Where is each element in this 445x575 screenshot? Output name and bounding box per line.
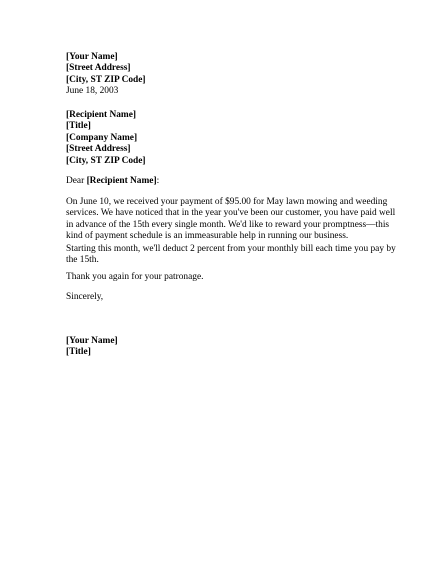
paragraph-line: kind of payment schedule is an immeasurable help in running our business. (66, 231, 349, 242)
signature-block (66, 336, 396, 359)
closing-text: Sincerely, (66, 292, 104, 302)
recipient-address-block (66, 110, 396, 167)
salutation-prefix: Dear (66, 176, 87, 186)
paragraph-line: in advance of the 15th every single month. We'd like to reward your promptness—this (66, 219, 390, 230)
paragraph-line: Thank you again for your patronage. (66, 272, 204, 282)
body-paragraph-3 (66, 272, 396, 283)
letter-date: June 18, 2003 (66, 86, 119, 97)
salutation-suffix: : (156, 176, 160, 186)
closing (66, 292, 396, 303)
recipient-city: [City, ST ZIP Code] (66, 155, 146, 166)
salutation-name: [Recipient Name] (86, 176, 157, 186)
salutation (66, 176, 396, 187)
body-paragraph-1 (66, 197, 396, 243)
recipient-street: [Street Address] (66, 144, 131, 155)
recipient-company: [Company Name] (66, 132, 138, 143)
sender-address-block (66, 52, 396, 98)
paragraph-line: the 15th. (66, 255, 99, 266)
sender-street: [Street Address] (66, 63, 131, 74)
recipient-name: [Recipient Name] (66, 110, 137, 120)
body-paragraph-2 (66, 244, 396, 267)
sender-city: [City, ST ZIP Code] (66, 74, 146, 85)
sender-name: [Your Name] (66, 52, 118, 62)
signature-name: [Your Name] (66, 336, 118, 346)
paragraph-line: On June 10, we received your payment of $95.00 for May lawn mowing and weeding (66, 197, 388, 207)
paragraph-line: Starting this month, we'll deduct 2 percent from your monthly bill each time you pay by (66, 244, 396, 254)
paragraph-line: services. We have noticed that in the year you've been our customer, you have paid well (66, 208, 396, 219)
recipient-title: [Title] (66, 121, 91, 132)
signature-title: [Title] (66, 347, 91, 358)
